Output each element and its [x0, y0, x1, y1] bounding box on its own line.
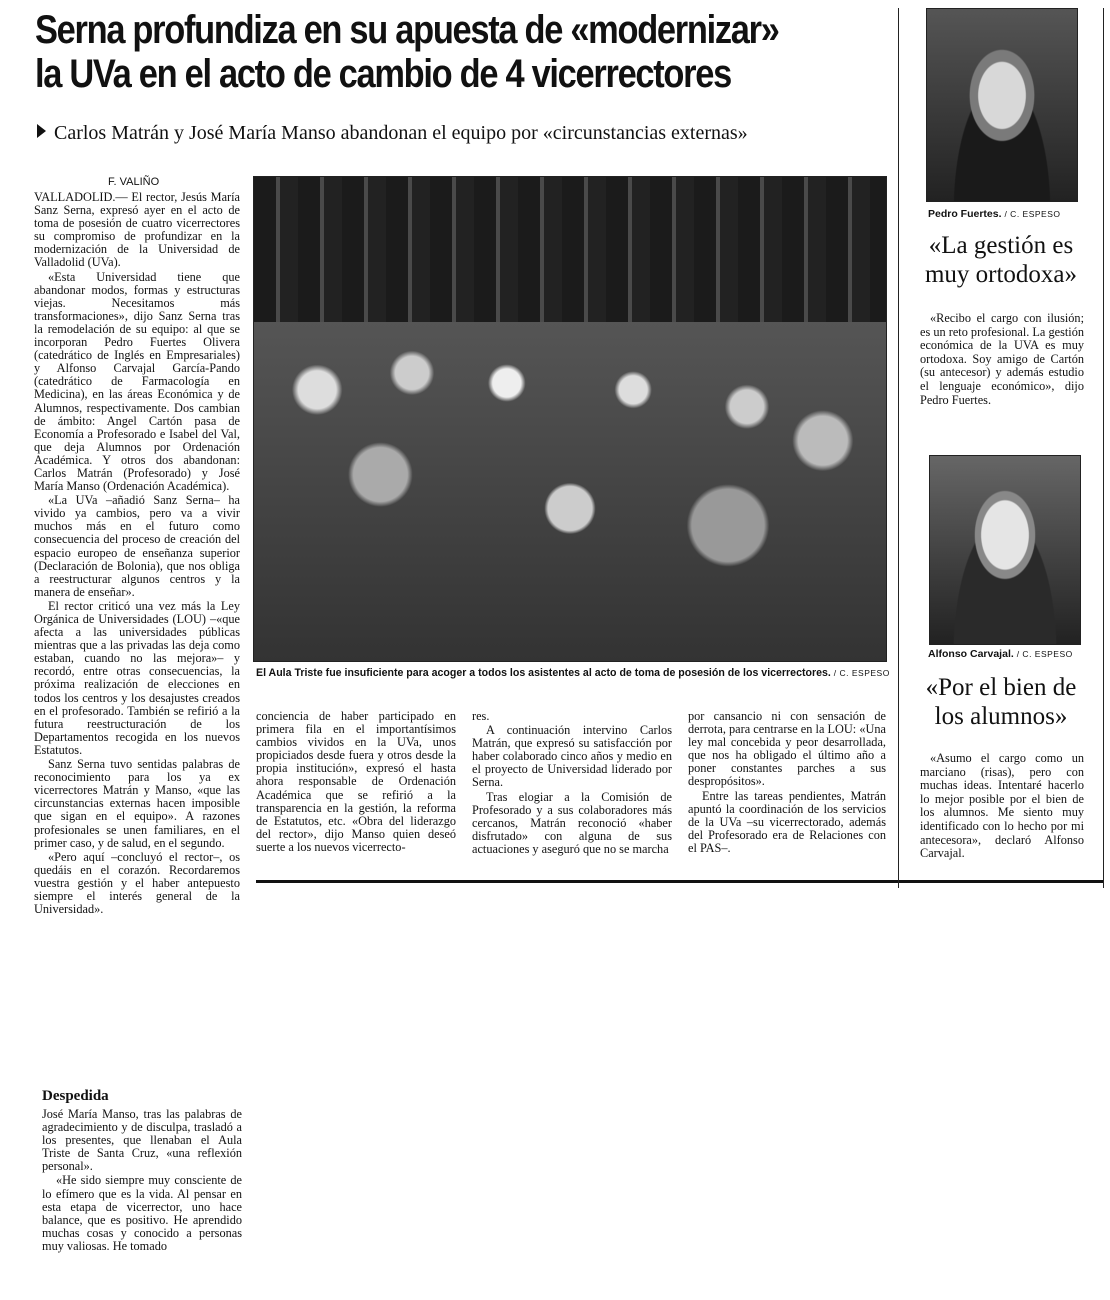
photo-credit: / C. ESPESO: [1004, 209, 1061, 219]
portrait-caption-1: [928, 208, 1061, 220]
main-photo-caption: [256, 667, 890, 679]
pull-quote-2: «Por el bien de los alumnos»: [925, 674, 1077, 730]
headline-line-2: la UVa en el acto de cambio de 4 vicerrectores: [35, 52, 731, 96]
paragraph: Entre las tareas pendientes, Matrán apuntó la coordinación de los servicios de la UVa –su vicerrectorado, además del Profesorado era de Relaciones con el PAS–.: [688, 788, 886, 855]
photo-wall-panelling: [254, 177, 886, 322]
portrait-photo-pedro-fuertes: [926, 8, 1078, 202]
photo-audience: [254, 322, 886, 661]
subheadline: [37, 122, 748, 145]
sidebar-divider: [898, 8, 899, 888]
paragraph: «Asumo el cargo como un marciano (risas), pero con muchas ideas. Intentaré hacerlo lo mejor posible por el bien de los alumnos. Me siento muy identificado con lo hecho por mi antecesora», declaró Alfonso Carvajal.: [920, 751, 1084, 861]
paragraph: VALLADOLID.— El rector, Jesús María Sanz Serna, expresó ayer en el acto de toma de posesión de cuatro vicerrectores su compromiso de profundizar en la modernización de la Universidad de Valladolid (UVa).: [34, 190, 240, 270]
paragraph: conciencia de haber participado en primera fila en el importantísimos cambios vividos en la UVa, unos propiciados desde fuera y otros desde la propia institución», expresó el hasta ahora responsable de Ordenación Académica que se refirió a la transparencia en la gestión, la reforma de Estatutos, etc. «Obra del liderazgo del rector», dijo Manso quien deseó suerte a los nuevos vicerrecto-: [256, 709, 456, 854]
paragraph: José María Manso, tras las palabras de agradecimiento y de disculpa, trasladó a los presentes, que llenaban el Aula Triste de Santa Cruz, «una reflexión personal».: [42, 1107, 242, 1174]
paragraph: «He sido siempre muy consciente de lo efímero que es la vida. Al pensar en esta etapa de vicerrector, uno hace balance, que es positivo. He aprendido muchas cosas y conocido a personas muy valiosas. He tomado: [42, 1173, 242, 1253]
triangle-bullet-icon: [37, 124, 46, 138]
portrait-name: Pedro Fuertes.: [928, 208, 1002, 220]
sidebar-text-1: [920, 312, 1084, 407]
headline-line-1: Serna profundiza en su apuesta de «modernizar»: [35, 8, 779, 52]
paragraph: por cansancio ni con sensación de derrota, para centrarse en la LOU: «Una ley mal concebida y peor desarrollada, que nos ha obligado el último año a poner constantes parches a sus despropósitos».: [688, 709, 886, 789]
article-column-despedida: [42, 1108, 242, 1254]
portrait-photo-alfonso-carvajal: [929, 455, 1081, 645]
portrait-caption-2: [928, 648, 1073, 660]
main-photo: [253, 176, 887, 662]
paragraph: A continuación intervino Carlos Matrán, que expresó su satisfacción por haber colaborado cinco años y medio en el proyecto de Universidad liderado por Serna.: [472, 723, 672, 790]
byline: F. VALIÑO: [108, 176, 160, 188]
article-column-3: [472, 710, 672, 857]
paragraph: Tras elogiar a la Comisión de Profesorado y a sus colaboradores más cercanos, Matrán reconoció «haber disfrutado» con alguna de sus actuaciones y aseguró que no se marcha: [472, 789, 672, 856]
paragraph: El rector criticó una vez más la Ley Orgánica de Universidades (LOU) –«que afecta a las universidades públicas mientras que a las privadas las deja como estaban, cuando no las mejora»– y recordó, entre otras consecuencias, la próxima realización de elecciones en todos los centros y los desajustes creados en el profesorado. También se refirió a la futura reestructuración de los Departamentos recogida en los nuevos Estatutos.: [34, 598, 240, 757]
paragraph: «La UVa –añadió Sanz Serna– ha vivido ya cambios, pero va a vivir muchos más en el futuro como consecuencia del proceso de creación del espacio europeo de enseñanza superior (Declaración de Bolonia), que nos obliga a reestructurar algunos centros y la manera de enseñar».: [34, 493, 240, 599]
photo-credit: / C. ESPESO: [1016, 649, 1073, 659]
section-heading-despedida: Despedida: [42, 1088, 109, 1104]
portrait-name: Alfonso Carvajal.: [928, 648, 1014, 660]
horizontal-rule: [256, 880, 1104, 883]
article-column-4: [688, 710, 886, 856]
paragraph: Sanz Serna tuvo sentidas palabras de reconocimiento para los ya ex vicerrectores Matrán y Manso, «que las circunstancias externas hacen imposible que sigan en el equipo». A razones profesionales se unen familiares, en el primer caso, y de salud, en el segundo.: [34, 757, 240, 850]
paragraph: «Recibo el cargo con ilusión; es un reto profesional. La gestión económica de la UVA es muy ortodoxa. Soy amigo de Cartón (su antecesor) y además estudio el lenguaje económico», dijo Pedro Fuertes.: [920, 311, 1084, 407]
sidebar-text-2: [920, 752, 1084, 861]
photo-credit: / C. ESPESO: [833, 668, 890, 678]
paragraph: res.: [472, 709, 490, 723]
article-column-1: [34, 191, 240, 917]
page-edge-rule: [1103, 8, 1104, 888]
pull-quote-1: «La gestión es muy ortodoxa»: [924, 232, 1078, 288]
subheadline-text: Carlos Matrán y José María Manso abandonan el equipo por «circunstancias externas»: [54, 122, 748, 144]
caption-text: El Aula Triste fue insuficiente para acoger a todos los asistentes al acto de toma de posesión de los vicerrectores.: [256, 667, 831, 679]
headline: [35, 8, 779, 96]
paragraph: «Esta Universidad tiene que abandonar modos, formas y estructuras viejas. Necesitamos más transformaciones», dijo Sanz Serna tras la remodelación de su equipo: al que se incorporan Pedro Fuertes Olivera (catedrático de Inglés en Empresariales) y Alfonso Carvajal García-Pando (catedrático de Farmacología en Medicina), en las áreas Económica y de Alumnos, respectivamente. Dos cambian de ámbito: Angel Cartón pasa de Economía a Profesorado e Isabel del Val, que deja Alumnos por Ordenación Académica. Y otros dos abandonan: Carlos Matrán (Profesorado) y José María Manso (Ordenación Académica).: [34, 269, 240, 494]
article-column-2: [256, 710, 456, 855]
paragraph: «Pero aquí –concluyó el rector–, os quedáis en el corazón. Recordaremos vuestra gestión y el haber antepuesto siempre el interés general de la Universidad».: [34, 849, 240, 917]
